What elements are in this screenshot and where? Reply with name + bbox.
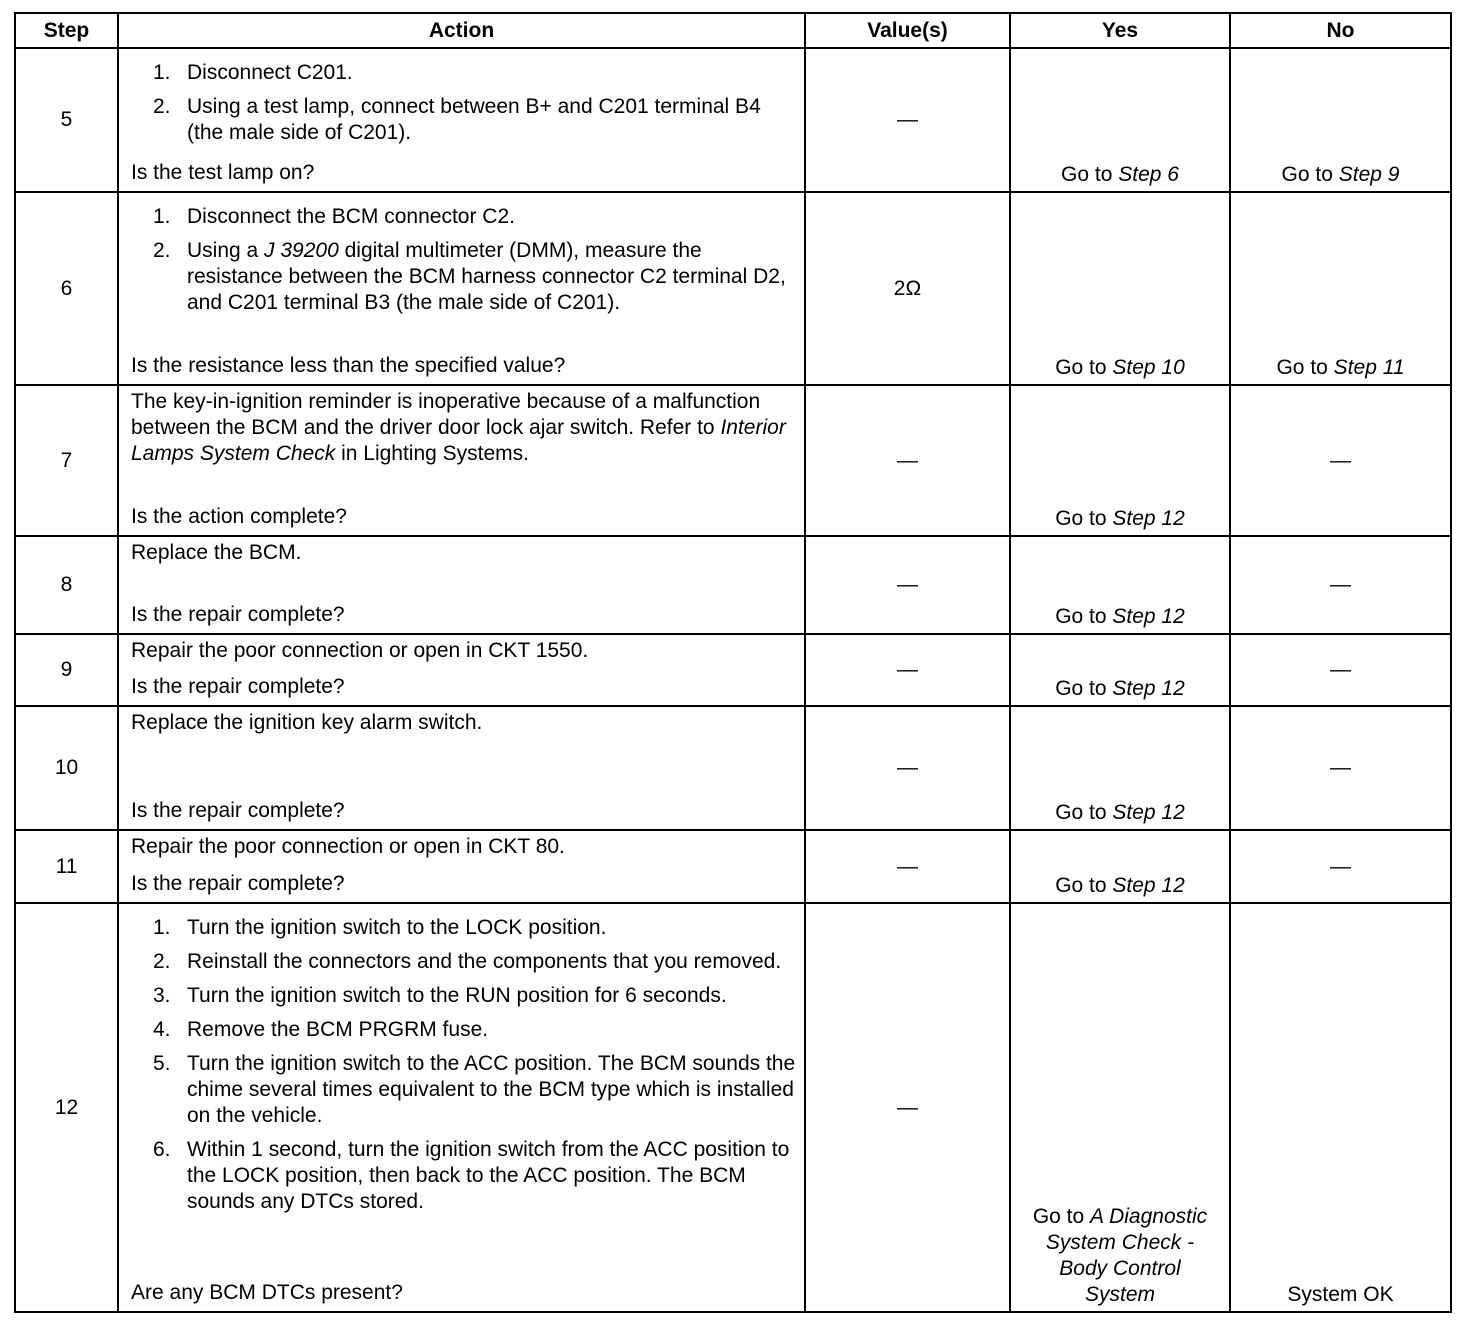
no-cell: System OK: [1230, 903, 1451, 1312]
table-row: [15, 48, 1451, 192]
step-number: 12: [15, 903, 118, 1312]
yes-cell: [1010, 634, 1230, 706]
action-cell: [118, 706, 805, 830]
diagnostic-table-container: [14, 12, 1452, 1313]
action-question: Are any BCM DTCs present?: [131, 1281, 403, 1304]
list-item: [131, 983, 796, 1009]
value-cell: —: [805, 830, 1010, 903]
value-cell: —: [805, 385, 1010, 536]
table-row: [15, 903, 1451, 1312]
table-row: [15, 830, 1451, 903]
list-item: [131, 94, 796, 146]
no-cell: —: [1230, 536, 1451, 634]
action-cell: [118, 536, 805, 634]
action-text: Replace the ignition key alarm switch.: [131, 711, 483, 734]
yes-prefix: Go to: [1032, 1205, 1091, 1228]
yes-cell: [1010, 536, 1230, 634]
yes-step-link[interactable]: Step 6: [1118, 163, 1179, 186]
no-cell: —: [1230, 830, 1451, 903]
list-item-text: Reinstall the connectors and the components that you removed.: [187, 950, 782, 973]
list-item-text: Disconnect the BCM connector C2.: [187, 205, 515, 228]
diagnostic-table: [14, 12, 1452, 1313]
yes-prefix: Go to: [1055, 605, 1113, 628]
no-step-link[interactable]: Step 11: [1333, 356, 1405, 379]
yes-step-link[interactable]: Step 12: [1112, 801, 1185, 824]
yes-prefix: Go to: [1061, 163, 1119, 186]
action-cell: [118, 903, 805, 1312]
value-cell: —: [805, 48, 1010, 192]
list-item-text: Using a test lamp, connect between B+ and C201 terminal B4 (the male side of C201).: [187, 95, 761, 144]
list-item-text: Turn the ignition switch to the RUN position for 6 seconds.: [187, 984, 727, 1007]
action-cell: [118, 192, 805, 385]
table-row: [15, 192, 1451, 385]
reference-link[interactable]: Interior Lamps System Check: [131, 416, 786, 465]
value-cell: —: [805, 903, 1010, 1312]
action-text: Repair the poor connection or open in CKT 80.: [131, 835, 565, 858]
step-number: 11: [15, 830, 118, 903]
action-question: Is the test lamp on?: [131, 161, 315, 184]
step-number: 7: [15, 385, 118, 536]
list-item: [131, 949, 796, 975]
action-list: [131, 204, 796, 324]
yes-step-link[interactable]: Step 10: [1112, 356, 1185, 379]
header-yes: Yes: [1010, 13, 1230, 48]
value-cell: —: [805, 706, 1010, 830]
no-prefix: Go to: [1281, 163, 1339, 186]
no-cell: —: [1230, 634, 1451, 706]
action-text: Replace the BCM.: [131, 541, 302, 564]
yes-prefix: Go to: [1055, 874, 1113, 897]
yes-prefix: Go to: [1055, 801, 1113, 824]
table-row: [15, 634, 1451, 706]
action-question: Is the repair complete?: [131, 872, 345, 895]
yes-prefix: Go to: [1055, 356, 1113, 379]
list-item: [131, 238, 796, 316]
header-no: No: [1230, 13, 1451, 48]
action-text-part: in Lighting Systems.: [335, 442, 530, 465]
yes-prefix: Go to: [1055, 677, 1113, 700]
action-text: [131, 389, 796, 467]
no-cell: [1230, 192, 1451, 385]
yes-cell: [1010, 903, 1230, 1312]
yes-cell: [1010, 48, 1230, 192]
action-question: Is the repair complete?: [131, 603, 345, 626]
list-item-text: Turn the ignition switch to the LOCK position.: [187, 916, 607, 939]
list-item-text: Disconnect C201.: [187, 61, 353, 84]
tool-reference: J 39200: [264, 239, 339, 262]
list-item: [131, 1017, 796, 1043]
header-action: Action: [118, 13, 805, 48]
list-item-text: Remove the BCM PRGRM fuse.: [187, 1018, 489, 1041]
list-item: [131, 60, 796, 86]
action-cell: [118, 634, 805, 706]
yes-cell: [1010, 830, 1230, 903]
header-values: Value(s): [805, 13, 1010, 48]
list-item-text: Within 1 second, turn the ignition switch from the ACC position to the LOCK position, then back to the ACC position. The BCM sounds any DTCs stored.: [187, 1138, 790, 1213]
value-cell: 2Ω: [805, 192, 1010, 385]
list-item: [131, 204, 796, 230]
yes-step-link[interactable]: Step 12: [1112, 507, 1185, 530]
no-cell: [1230, 48, 1451, 192]
value-cell: —: [805, 536, 1010, 634]
action-cell: [118, 385, 805, 536]
action-question: Is the repair complete?: [131, 675, 345, 698]
yes-prefix: Go to: [1055, 507, 1113, 530]
header-row: [15, 13, 1451, 48]
no-cell: —: [1230, 706, 1451, 830]
action-question: Is the action complete?: [131, 505, 347, 528]
step-number: 6: [15, 192, 118, 385]
yes-cell: [1010, 706, 1230, 830]
action-list: [131, 915, 796, 1223]
yes-diagnostic-link[interactable]: A Diagnostic System Check - Body Control System: [1045, 1205, 1208, 1306]
table-row: [15, 536, 1451, 634]
list-item-text: digital multimeter (DMM), measure the resistance between the BCM harness connector C2 terminal D2, and C201 terminal B3 (the male side of C201).: [187, 239, 786, 314]
yes-step-link[interactable]: Step 12: [1112, 874, 1185, 897]
no-step-link[interactable]: Step 9: [1338, 163, 1400, 186]
yes-step-link[interactable]: Step 12: [1112, 605, 1185, 628]
list-item-text: Turn the ignition switch to the ACC position. The BCM sounds the chime several times equivalent to the BCM type which is installed on the vehicle.: [187, 1052, 796, 1127]
step-number: 5: [15, 48, 118, 192]
table-row: [15, 706, 1451, 830]
action-cell: [118, 48, 805, 192]
list-item: [131, 1137, 796, 1215]
action-list: [131, 60, 796, 154]
list-item: [131, 1051, 796, 1129]
action-question: Is the resistance less than the specified value?: [131, 354, 566, 377]
yes-cell: [1010, 385, 1230, 536]
step-number: 10: [15, 706, 118, 830]
action-text-part: The key-in-ignition reminder is inoperative because of a malfunction between the BCM and the driver door lock ajar switch. Refer to: [131, 390, 761, 439]
list-item-text: Using a: [187, 239, 265, 262]
yes-cell: [1010, 192, 1230, 385]
action-question: Is the repair complete?: [131, 799, 345, 822]
action-cell: [118, 830, 805, 903]
header-step: Step: [15, 13, 118, 48]
yes-step-link[interactable]: Step 12: [1112, 677, 1185, 700]
step-number: 8: [15, 536, 118, 634]
action-text: Repair the poor connection or open in CKT 1550.: [131, 639, 589, 662]
step-number: 9: [15, 634, 118, 706]
no-prefix: Go to: [1276, 356, 1334, 379]
no-cell: —: [1230, 385, 1451, 536]
value-cell: —: [805, 634, 1010, 706]
list-item: [131, 915, 796, 941]
table-row: [15, 385, 1451, 536]
